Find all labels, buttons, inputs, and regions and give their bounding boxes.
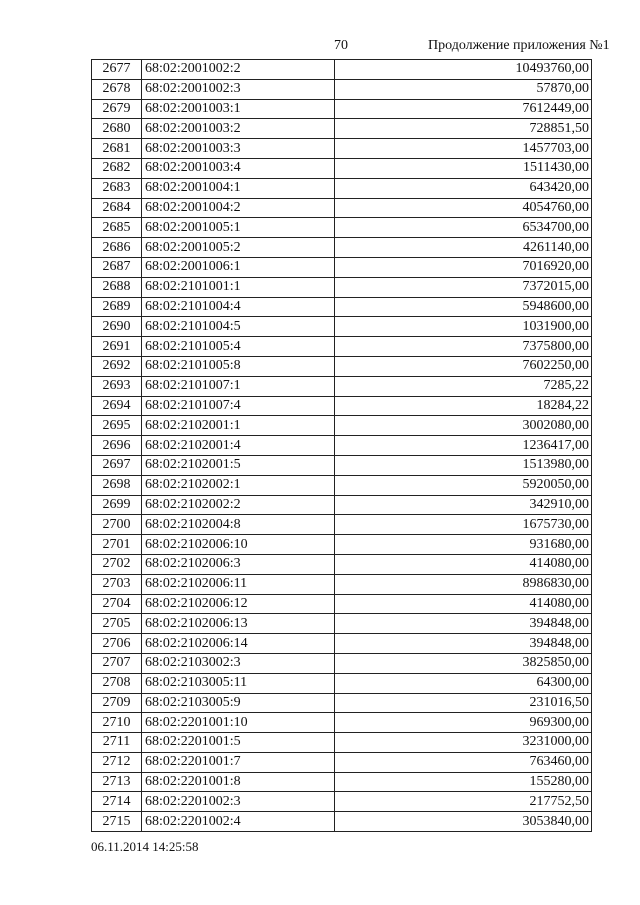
table-row xyxy=(92,475,592,495)
cadastral-number-cell: 68:02:2102002:2 xyxy=(142,495,335,515)
cadastral-number-cell: 68:02:2201001:5 xyxy=(142,733,335,753)
cadastral-number-cell: 68:02:2102006:3 xyxy=(142,554,335,574)
table-row xyxy=(92,317,592,337)
cadastral-value-cell: 3825850,00 xyxy=(335,653,592,673)
table-row xyxy=(92,653,592,673)
cadastral-number-cell: 68:02:2102002:1 xyxy=(142,475,335,495)
row-number-cell: 2712 xyxy=(92,752,142,772)
table-row xyxy=(92,673,592,693)
cadastral-value-cell: 3231000,00 xyxy=(335,733,592,753)
cadastral-number-cell: 68:02:2001004:1 xyxy=(142,178,335,198)
cadastral-number-cell: 68:02:2101005:8 xyxy=(142,356,335,376)
cadastral-number-cell: 68:02:2102001:1 xyxy=(142,416,335,436)
cadastral-value-cell: 7375800,00 xyxy=(335,337,592,357)
cadastral-value-cell: 7602250,00 xyxy=(335,356,592,376)
row-number-cell: 2714 xyxy=(92,792,142,812)
cadastral-value-cell: 57870,00 xyxy=(335,79,592,99)
table-row xyxy=(92,297,592,317)
print-timestamp: 06.11.2014 14:25:58 xyxy=(91,839,199,854)
row-number-cell: 2693 xyxy=(92,376,142,396)
cadastral-number-cell: 68:02:2103002:3 xyxy=(142,653,335,673)
row-number-cell: 2699 xyxy=(92,495,142,515)
cadastral-number-cell: 68:02:2201001:10 xyxy=(142,713,335,733)
cadastral-number-cell: 68:02:2102006:13 xyxy=(142,614,335,634)
row-number-cell: 2696 xyxy=(92,436,142,456)
table-body xyxy=(92,60,592,832)
row-number-cell: 2711 xyxy=(92,733,142,753)
table-row xyxy=(92,198,592,218)
row-number-cell: 2708 xyxy=(92,673,142,693)
row-number-cell: 2705 xyxy=(92,614,142,634)
table-row xyxy=(92,713,592,733)
row-number-cell: 2715 xyxy=(92,812,142,832)
row-number-cell: 2691 xyxy=(92,337,142,357)
cadastral-value-cell: 8986830,00 xyxy=(335,574,592,594)
row-number-cell: 2690 xyxy=(92,317,142,337)
table-row xyxy=(92,535,592,555)
row-number-cell: 2702 xyxy=(92,554,142,574)
cadastral-number-cell: 68:02:2101004:5 xyxy=(142,317,335,337)
cadastral-number-cell: 68:02:2101004:4 xyxy=(142,297,335,317)
cadastral-value-cell: 3053840,00 xyxy=(335,812,592,832)
table-row xyxy=(92,634,592,654)
table-row xyxy=(92,693,592,713)
cadastral-number-cell: 68:02:2001002:3 xyxy=(142,79,335,99)
cadastral-number-cell: 68:02:2102006:10 xyxy=(142,535,335,555)
cadastral-value-cell: 7372015,00 xyxy=(335,277,592,297)
table-row xyxy=(92,99,592,119)
cadastral-number-cell: 68:02:2201002:4 xyxy=(142,812,335,832)
cadastral-value-cell: 4054760,00 xyxy=(335,198,592,218)
cadastral-value-cell: 728851,50 xyxy=(335,119,592,139)
cadastral-value-cell: 1031900,00 xyxy=(335,317,592,337)
row-number-cell: 2687 xyxy=(92,257,142,277)
cadastral-value-cell: 969300,00 xyxy=(335,713,592,733)
row-number-cell: 2680 xyxy=(92,119,142,139)
row-number-cell: 2694 xyxy=(92,396,142,416)
row-number-cell: 2698 xyxy=(92,475,142,495)
cadastral-number-cell: 68:02:2102004:8 xyxy=(142,515,335,535)
row-number-cell: 2684 xyxy=(92,198,142,218)
table-row xyxy=(92,574,592,594)
cadastral-number-cell: 68:02:2001003:1 xyxy=(142,99,335,119)
table-row xyxy=(92,257,592,277)
row-number-cell: 2709 xyxy=(92,693,142,713)
cadastral-number-cell: 68:02:2102001:5 xyxy=(142,455,335,475)
row-number-cell: 2706 xyxy=(92,634,142,654)
cadastral-value-cell: 342910,00 xyxy=(335,495,592,515)
cadastral-number-cell: 68:02:2103005:9 xyxy=(142,693,335,713)
row-number-cell: 2710 xyxy=(92,713,142,733)
row-number-cell: 2678 xyxy=(92,79,142,99)
cadastral-value-cell: 1511430,00 xyxy=(335,158,592,178)
table-row xyxy=(92,436,592,456)
cadastral-number-cell: 68:02:2001002:2 xyxy=(142,60,335,80)
cadastral-number-cell: 68:02:2102006:11 xyxy=(142,574,335,594)
cadastral-value-cell: 414080,00 xyxy=(335,594,592,614)
table-row xyxy=(92,416,592,436)
cadastral-value-cell: 18284,22 xyxy=(335,396,592,416)
cadastral-value-cell: 5920050,00 xyxy=(335,475,592,495)
cadastral-number-cell: 68:02:2101001:1 xyxy=(142,277,335,297)
table-row xyxy=(92,238,592,258)
table-row xyxy=(92,376,592,396)
row-number-cell: 2701 xyxy=(92,535,142,555)
table-row xyxy=(92,515,592,535)
row-number-cell: 2683 xyxy=(92,178,142,198)
table-row xyxy=(92,79,592,99)
row-number-cell: 2688 xyxy=(92,277,142,297)
cadastral-value-cell: 4261140,00 xyxy=(335,238,592,258)
row-number-cell: 2700 xyxy=(92,515,142,535)
cadastral-value-cell: 1675730,00 xyxy=(335,515,592,535)
cadastral-number-cell: 68:02:2101007:1 xyxy=(142,376,335,396)
cadastral-value-cell: 1236417,00 xyxy=(335,436,592,456)
table-row xyxy=(92,792,592,812)
cadastral-value-cell: 7612449,00 xyxy=(335,99,592,119)
row-number-cell: 2682 xyxy=(92,158,142,178)
row-number-cell: 2703 xyxy=(92,574,142,594)
table-row xyxy=(92,158,592,178)
cadastral-number-cell: 68:02:2001005:2 xyxy=(142,238,335,258)
cadastral-value-cell: 931680,00 xyxy=(335,535,592,555)
cadastral-value-cell: 5948600,00 xyxy=(335,297,592,317)
cadastral-value-cell: 643420,00 xyxy=(335,178,592,198)
cadastral-number-cell: 68:02:2001005:1 xyxy=(142,218,335,238)
cadastral-value-cell: 64300,00 xyxy=(335,673,592,693)
table-row xyxy=(92,396,592,416)
table-row xyxy=(92,554,592,574)
cadastral-number-cell: 68:02:2103005:11 xyxy=(142,673,335,693)
cadastral-number-cell: 68:02:2001003:4 xyxy=(142,158,335,178)
appendix-continuation-label: Продолжение приложения №1 xyxy=(428,38,610,53)
cadastral-number-cell: 68:02:2102001:4 xyxy=(142,436,335,456)
table-row xyxy=(92,752,592,772)
page-number: 70 xyxy=(334,38,348,53)
table-row xyxy=(92,495,592,515)
row-number-cell: 2679 xyxy=(92,99,142,119)
cadastral-value-cell: 1513980,00 xyxy=(335,455,592,475)
table-row xyxy=(92,139,592,159)
table-row xyxy=(92,218,592,238)
table-row xyxy=(92,733,592,753)
table-row xyxy=(92,812,592,832)
table-row xyxy=(92,60,592,80)
row-number-cell: 2713 xyxy=(92,772,142,792)
cadastral-number-cell: 68:02:2101007:4 xyxy=(142,396,335,416)
cadastral-value-cell: 394848,00 xyxy=(335,634,592,654)
row-number-cell: 2677 xyxy=(92,60,142,80)
row-number-cell: 2689 xyxy=(92,297,142,317)
cadastral-value-table-container xyxy=(91,59,591,832)
cadastral-number-cell: 68:02:2201001:7 xyxy=(142,752,335,772)
cadastral-number-cell: 68:02:2001006:1 xyxy=(142,257,335,277)
row-number-cell: 2704 xyxy=(92,594,142,614)
cadastral-value-cell: 10493760,00 xyxy=(335,60,592,80)
table-row xyxy=(92,772,592,792)
table-row xyxy=(92,178,592,198)
table-row xyxy=(92,337,592,357)
cadastral-value-cell: 763460,00 xyxy=(335,752,592,772)
cadastral-number-cell: 68:02:2001003:2 xyxy=(142,119,335,139)
row-number-cell: 2695 xyxy=(92,416,142,436)
row-number-cell: 2685 xyxy=(92,218,142,238)
row-number-cell: 2697 xyxy=(92,455,142,475)
cadastral-number-cell: 68:02:2102006:12 xyxy=(142,594,335,614)
cadastral-value-table xyxy=(91,59,592,832)
table-row xyxy=(92,119,592,139)
row-number-cell: 2692 xyxy=(92,356,142,376)
cadastral-value-cell: 3002080,00 xyxy=(335,416,592,436)
cadastral-value-cell: 6534700,00 xyxy=(335,218,592,238)
table-row xyxy=(92,455,592,475)
cadastral-value-cell: 394848,00 xyxy=(335,614,592,634)
cadastral-number-cell: 68:02:2001003:3 xyxy=(142,139,335,159)
cadastral-number-cell: 68:02:2101005:4 xyxy=(142,337,335,357)
cadastral-value-cell: 7016920,00 xyxy=(335,257,592,277)
cadastral-value-cell: 231016,50 xyxy=(335,693,592,713)
cadastral-value-cell: 414080,00 xyxy=(335,554,592,574)
row-number-cell: 2681 xyxy=(92,139,142,159)
row-number-cell: 2686 xyxy=(92,238,142,258)
table-row xyxy=(92,277,592,297)
table-row xyxy=(92,356,592,376)
cadastral-number-cell: 68:02:2001004:2 xyxy=(142,198,335,218)
cadastral-number-cell: 68:02:2102006:14 xyxy=(142,634,335,654)
table-row xyxy=(92,594,592,614)
cadastral-value-cell: 155280,00 xyxy=(335,772,592,792)
row-number-cell: 2707 xyxy=(92,653,142,673)
cadastral-value-cell: 7285,22 xyxy=(335,376,592,396)
cadastral-value-cell: 1457703,00 xyxy=(335,139,592,159)
cadastral-value-cell: 217752,50 xyxy=(335,792,592,812)
cadastral-number-cell: 68:02:2201002:3 xyxy=(142,792,335,812)
table-row xyxy=(92,614,592,634)
cadastral-number-cell: 68:02:2201001:8 xyxy=(142,772,335,792)
